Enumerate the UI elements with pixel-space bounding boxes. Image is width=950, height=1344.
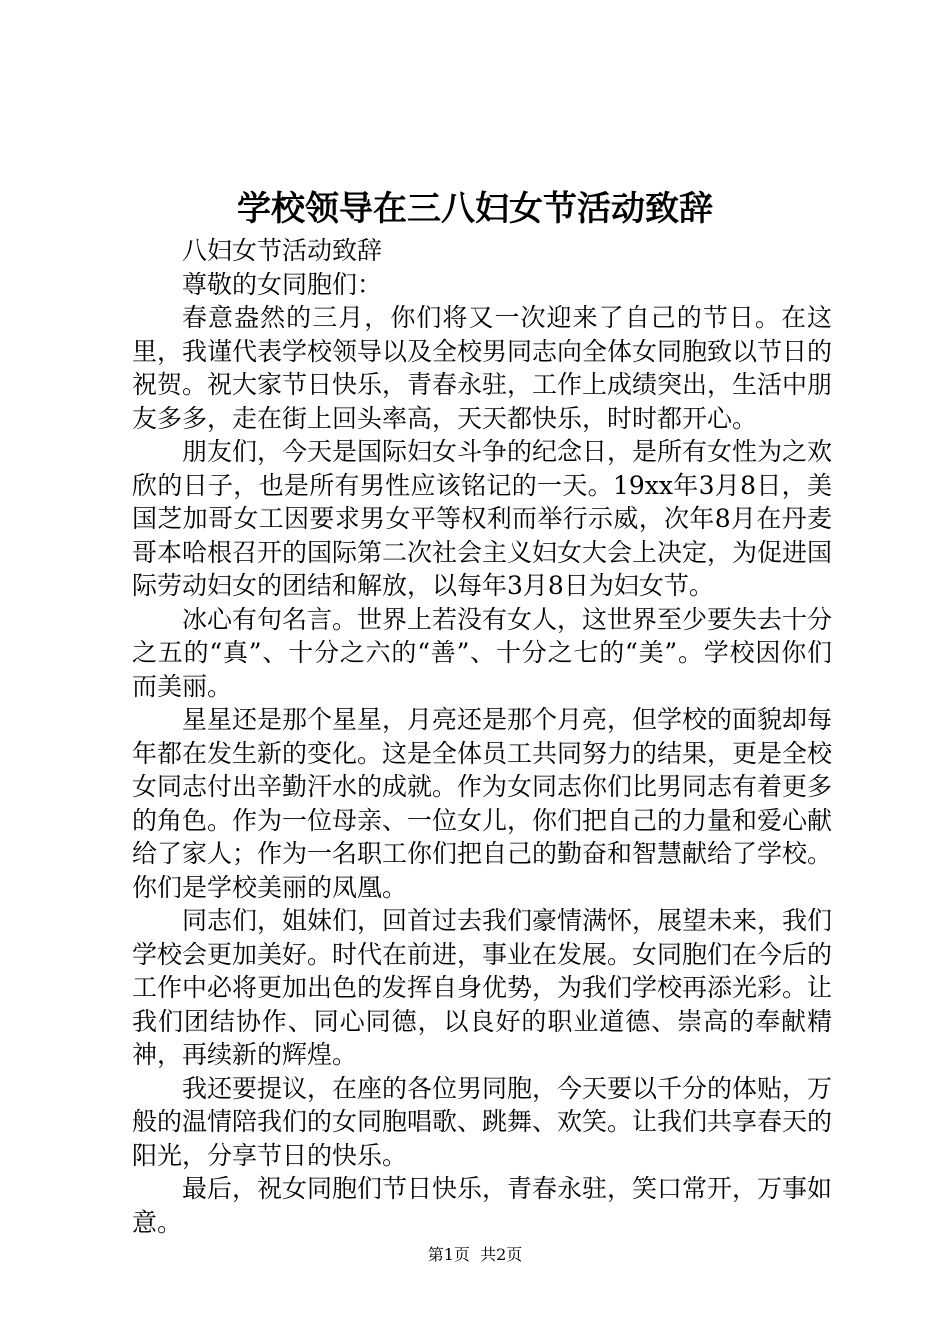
paragraph: 春意盎然的三月，你们将又一次迎来了自己的节日。在这里，我谨代表学校领导以及全校男同志向全体女同胞致以节日的祝贺。祝大家节日快乐，青春永驻，工作上成绩突出，生活中朋友多多，走在街上回头率高，天天都快乐，时时都开心。 (132, 303, 833, 433)
page-number: 第1页 (427, 1245, 470, 1264)
paragraph-subtitle: 八妇女节活动致辞 (182, 236, 383, 265)
page-footer (0, 1243, 950, 1267)
paragraph: 同志们，姐妹们，回首过去我们豪情满怀，展望未来，我们学校会更加美好。时代在前进，事业在发展。女同胞们在今后的工作中必将更加出色的发挥自身优势，为我们学校再添光彩。让我们团结协作、同心同德，以良好的职业道德、崇高的奉献精神，再续新的辉煌。 (132, 906, 833, 1069)
page-total: 共2页 (480, 1245, 523, 1264)
paragraph: 最后，祝女同胞们节日快乐，青春永驻，笑口常开，万事如意。 (132, 1174, 833, 1237)
paragraph: 冰心有句名言。世界上若没有女人，这世界至少要失去十分之五的“真”、十分之六的“善”、十分之七的“美”。学校因你们而美丽。 (132, 604, 833, 701)
document-body (132, 234, 832, 1239)
paragraph: 我还要提议，在座的各位男同胞，今天要以千分的体贴，万般的温情陪我们的女同胞唱歌、跳舞、欢笑。让我们共享春天的阳光，分享节日的快乐。 (132, 1073, 833, 1170)
document-title: 学校领导在三八妇女节活动致辞 (237, 189, 713, 229)
paragraph: 星星还是那个星星，月亮还是那个月亮，但学校的面貌却每年都在发生新的变化。这是全体员工共同努力的结果，更是全校女同志付出辛勤汗水的成就。作为女同志你们比男同志有着更多的角色。作为一位母亲、一位女儿，你们把自己的力量和爱心献给了家人；作为一名职工你们把自己的勤奋和智慧献给了学校。你们是学校美丽的凤凰。 (132, 705, 833, 902)
paragraph: 朋友们，今天是国际妇女斗争的纪念日，是所有女性为之欢欣的日子，也是所有男性应该铭记的一天。19xx年3月8日，美国芝加哥女工因要求男女平等权利而举行示威，次年8月在丹麦哥本哈根召开的国际第二次社会主义妇女大会上决定，为促进国际劳动妇女的团结和解放，以每年3月8日为妇女节。 (132, 437, 833, 600)
paragraph-salutation: 尊敬的女同胞们： (182, 269, 383, 299)
footer-separator (470, 1245, 480, 1264)
